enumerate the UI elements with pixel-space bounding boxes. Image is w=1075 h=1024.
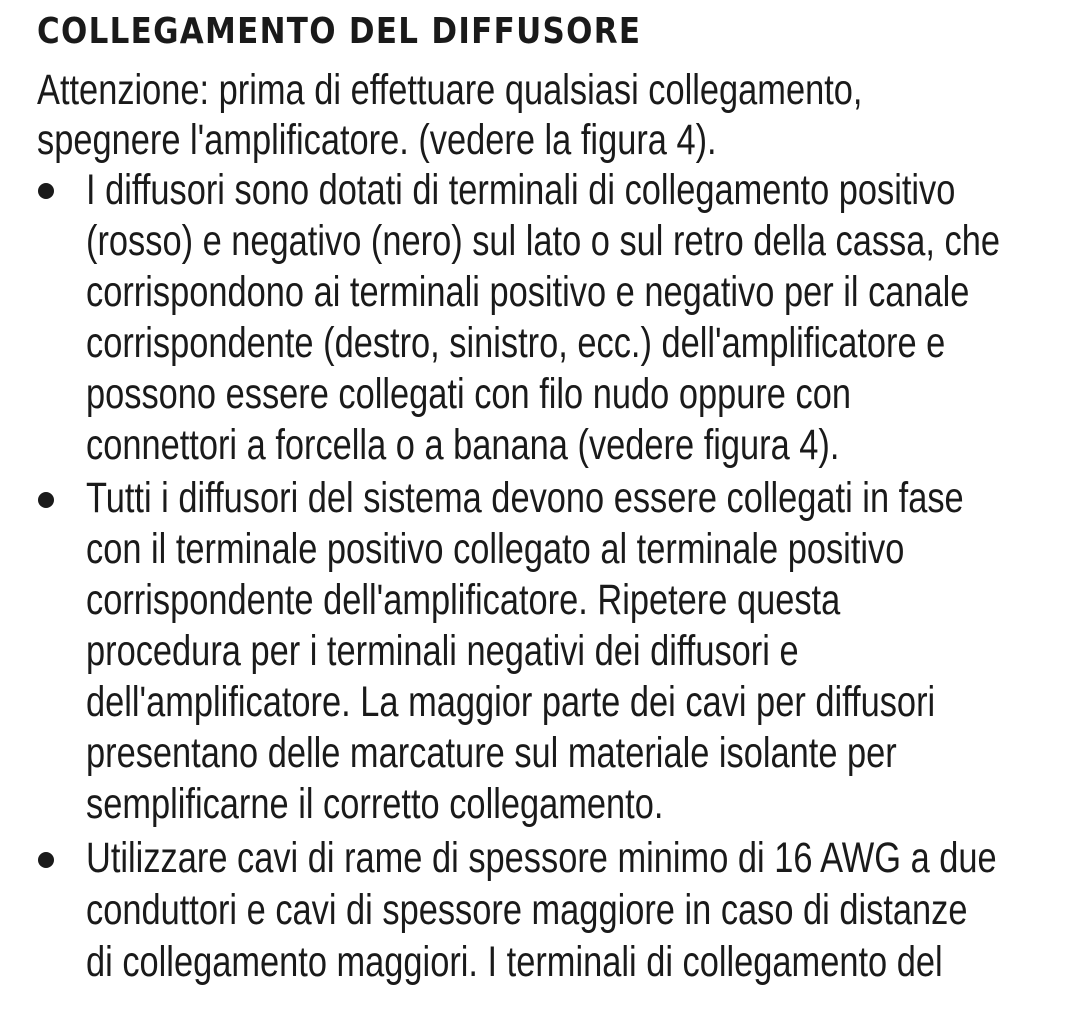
bullet-2-line: corrispondente dell'amplificatore. Ripetere questa [86, 576, 841, 624]
bullet-dot [38, 183, 54, 199]
bullet-1-line: connettori a forcella o a banana (vedere figura 4). [86, 421, 840, 469]
bullet-3-line: Utilizzare cavi di rame di spessore minimo di 16 AWG a due [86, 834, 997, 882]
bullet-2-line: Tutti i diffusori del sistema devono essere collegati in fase [86, 474, 964, 522]
bullet-2-line: procedura per i terminali negativi dei diffusori e [86, 627, 799, 675]
bullet-dot [38, 492, 54, 508]
bullet-3-line: conduttori e cavi di spessore maggiore in caso di distanze [86, 886, 968, 934]
bullet-2-line: con il terminale positivo collegato al terminale positivo [86, 525, 905, 573]
bullet-1-line: corrispondono ai terminali positivo e negativo per il canale [86, 268, 970, 316]
bullet-2-line: presentano delle marcature sul materiale isolante per [86, 729, 897, 777]
bullet-1-line: corrispondente (destro, sinistro, ecc.) dell'amplificatore e [86, 319, 946, 367]
bullet-2-line: dell'amplificatore. La maggior parte dei cavi per diffusori [86, 678, 936, 726]
bullet-1-line: (rosso) e negativo (nero) sul lato o sul retro della cassa, che [86, 217, 1000, 265]
bullet-1-line: possono essere collegati con filo nudo oppure con [86, 370, 851, 418]
bullet-dot [38, 852, 54, 868]
bullet-3-line: di collegamento maggiori. I terminali di collegamento del [86, 938, 943, 986]
bullet-1-line: I diffusori sono dotati di terminali di collegamento positivo [86, 166, 956, 214]
bullet-2-line: semplificarne il corretto collegamento. [86, 780, 664, 828]
intro-line: spegnere l'amplificatore. (vedere la figura 4). [37, 116, 717, 164]
intro-line: Attenzione: prima di effettuare qualsiasi collegamento, [37, 66, 863, 114]
section-heading: COLLEGAMENTO DEL DIFFUSORE [37, 11, 642, 52]
